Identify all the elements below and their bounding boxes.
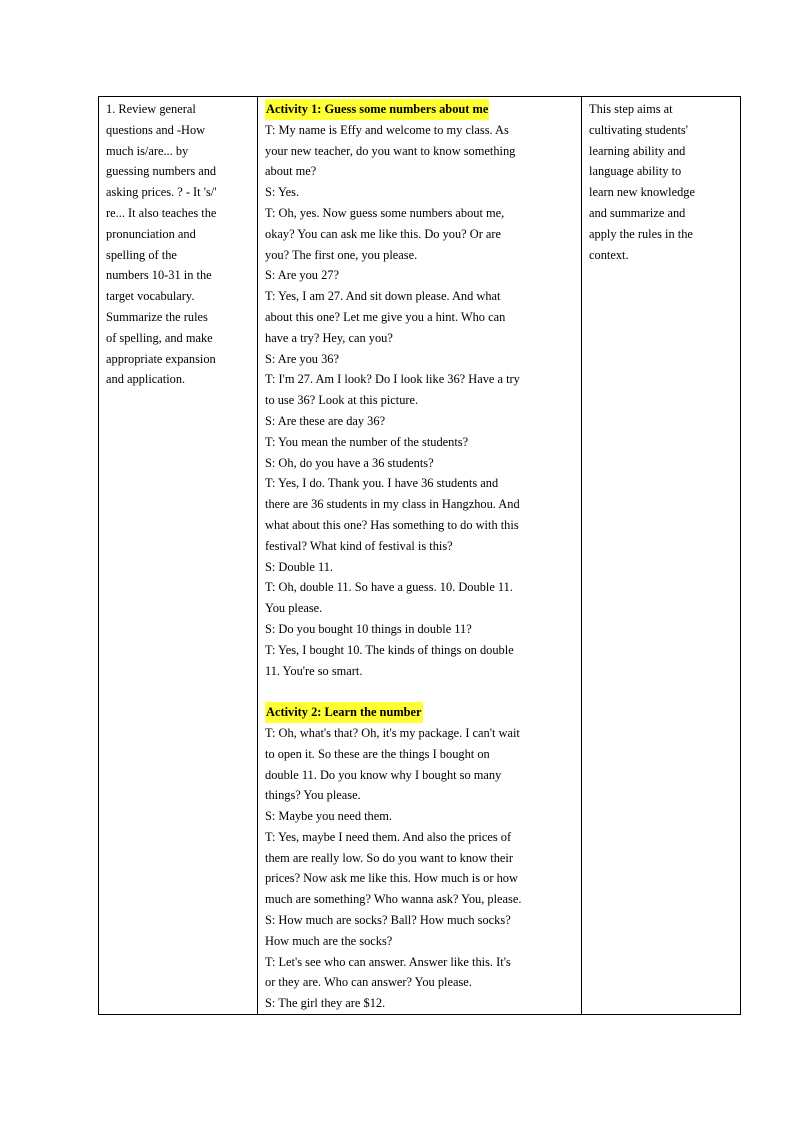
dialogue-line: or they are. Who can answer? You please. [265, 975, 472, 990]
dialogue-line: 11. You're so smart. [265, 663, 363, 678]
text-line: much is/are... by [106, 143, 189, 158]
text-line: questions and -How [106, 122, 206, 137]
activity1-heading-line [265, 99, 574, 120]
purpose-cell [582, 97, 741, 1015]
text-line: spelling of the [106, 247, 177, 262]
dialogue-line: what about this one? Has something to do with this [265, 517, 519, 532]
text-line: learn new knowledge [589, 185, 695, 200]
dialogue-line: T: Yes, I do. Thank you. I have 36 students and [265, 476, 499, 491]
activity1-dialogue [265, 120, 574, 682]
text-line: language ability to [589, 164, 682, 179]
table-row [99, 97, 741, 1015]
activity1-heading: Activity 1: Guess some numbers about me [265, 99, 489, 120]
dialogue-line: S: Oh, do you have a 36 students? [265, 455, 434, 470]
text-line: pronunciation and [106, 226, 196, 241]
text-line: Summarize the rules [106, 309, 208, 324]
dialogue-line: your new teacher, do you want to know something [265, 143, 516, 158]
dialogue-line: T: Oh, yes. Now guess some numbers about me, [265, 205, 505, 220]
dialogue-line: things? You please. [265, 788, 361, 803]
dialogue-line: T: You mean the number of the students? [265, 434, 469, 449]
text-line: guessing numbers and [106, 164, 217, 179]
text-line: context. [589, 247, 629, 262]
objective-cell [99, 97, 258, 1015]
dialogue-line: have a try? Hey, can you? [265, 330, 393, 345]
text-line: This step aims at [589, 102, 673, 116]
dialogue-line: them are really low. So do you want to know their [265, 850, 513, 865]
dialogue-line: T: Oh, double 11. So have a guess. 10. Double 11. [265, 580, 513, 595]
text-line: 1. Review general [106, 102, 196, 116]
dialogue-line: T: Yes, I bought 10. The kinds of things on double [265, 642, 514, 657]
objective-text [106, 99, 250, 390]
dialogue-line: S: Yes. [265, 185, 300, 200]
dialogue-line: to open it. So these are the things I bought on [265, 746, 490, 761]
activity2-heading-line [265, 702, 574, 723]
text-line: apply the rules in the [589, 226, 693, 241]
dialogue-line: S: Do you bought 10 things in double 11? [265, 621, 472, 636]
dialogue-line: okay? You can ask me like this. Do you? Or are [265, 226, 502, 241]
dialogue-line: S: Double 11. [265, 559, 334, 574]
activity2-dialogue [265, 723, 574, 1014]
text-line: cultivating students' [589, 122, 688, 137]
text-line: learning ability and [589, 143, 686, 158]
dialogue-line: about this one? Let me give you a hint. Who can [265, 309, 506, 324]
text-line: and application. [106, 372, 186, 387]
text-line: asking prices. ? - It 's/' [106, 185, 217, 200]
dialogue-line: S: How much are socks? Ball? How much socks? [265, 913, 511, 928]
dialogue-line: about me? [265, 164, 317, 179]
dialogue-line: S: Are you 27? [265, 268, 339, 283]
dialogue-line: T: Yes, maybe I need them. And also the prices of [265, 829, 512, 844]
text-line: re... It also teaches the [106, 205, 217, 220]
dialogue-line: double 11. Do you know why I bought so many [265, 767, 502, 782]
dialogue-line: S: Are you 36? [265, 351, 339, 366]
dialogue-line: festival? What kind of festival is this? [265, 538, 453, 553]
text-line: and summarize and [589, 205, 686, 220]
dialogue-line: S: Are these are day 36? [265, 413, 386, 428]
dialogue-line: T: Let's see who can answer. Answer like this. It's [265, 954, 511, 969]
dialogue-line: S: Maybe you need them. [265, 809, 392, 824]
dialogue-line: you? The first one, you please. [265, 247, 418, 262]
dialogue-line: T: My name is Effy and welcome to my class. As [265, 122, 509, 137]
dialogue-line: to use 36? Look at this picture. [265, 393, 419, 408]
text-line: numbers 10-31 in the [106, 268, 212, 283]
text-line: target vocabulary. [106, 289, 195, 304]
dialogue-line: prices? Now ask me like this. How much is or how [265, 871, 518, 886]
dialogue-line: T: Yes, I am 27. And sit down please. And what [265, 289, 501, 304]
dialogue-line: there are 36 students in my class in Hangzhou. And [265, 497, 520, 512]
dialogue-line: T: I'm 27. Am I look? Do I look like 36? Have a try [265, 372, 520, 387]
dialogue-line: How much are the socks? [265, 933, 393, 948]
spacer [265, 681, 574, 702]
procedure-cell [258, 97, 582, 1015]
purpose-text [589, 99, 733, 265]
text-line: of spelling, and make [106, 330, 213, 345]
dialogue-line: You please. [265, 601, 323, 616]
dialogue-line: T: Oh, what's that? Oh, it's my package. I can't wait [265, 725, 520, 740]
dialogue-line: S: The girl they are $12. [265, 996, 386, 1011]
dialogue-line: much are something? Who wanna ask? You, please. [265, 892, 522, 907]
text-line: appropriate expansion [106, 351, 216, 366]
lesson-plan-table [98, 96, 741, 1015]
activity2-heading: Activity 2: Learn the number [265, 702, 423, 723]
